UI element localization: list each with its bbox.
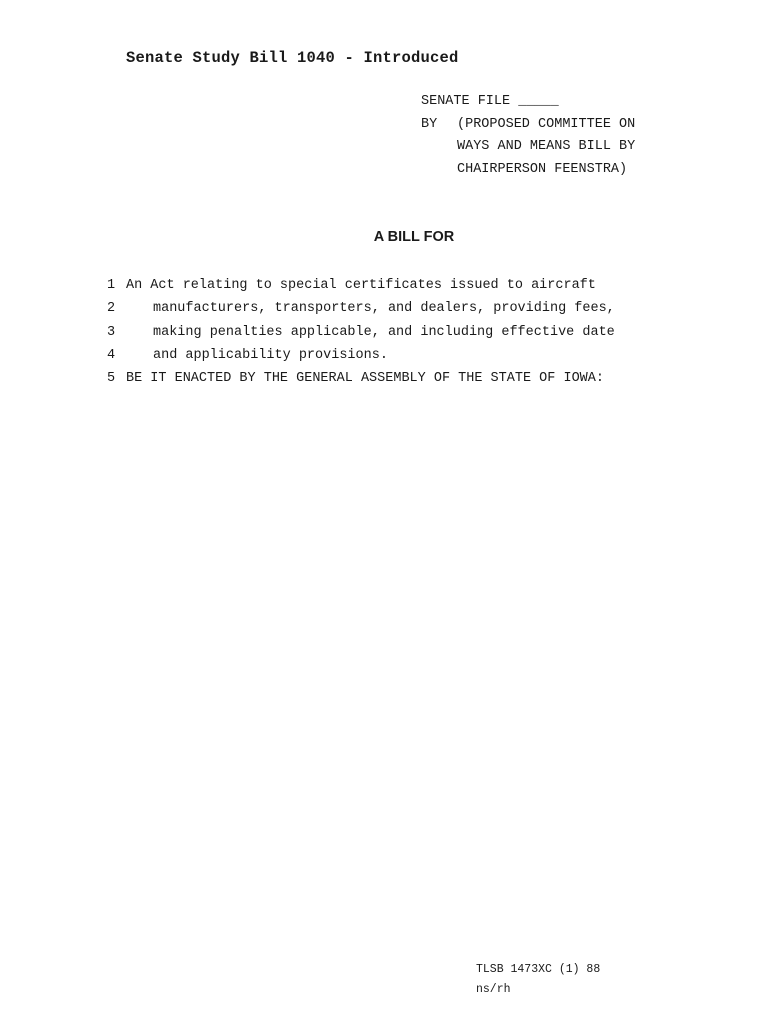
senate-file-block xyxy=(421,91,635,181)
bill-line xyxy=(107,367,615,390)
line-number: 2 xyxy=(107,301,116,317)
sponsor-row xyxy=(421,114,635,182)
sponsor-line: CHAIRPERSON FEENSTRA) xyxy=(457,161,628,177)
document-title: Senate Study Bill 1040 - Introduced xyxy=(126,49,459,67)
bill-line xyxy=(107,297,615,320)
bill-line xyxy=(107,274,615,297)
line-text: BE IT ENACTED BY THE GENERAL ASSEMBLY OF THE STATE OF IOWA: xyxy=(126,371,604,387)
sponsor-line: (PROPOSED COMMITTEE ON xyxy=(457,116,636,132)
bill-text-block xyxy=(107,274,615,390)
line-number: 5 xyxy=(107,371,116,387)
line-text: and applicability provisions. xyxy=(153,347,388,363)
line-text: An Act relating to special certificates issued to aircraft xyxy=(126,278,596,293)
sponsor-text xyxy=(457,114,635,182)
footer-code: TLSB 1473XC (1) 88 xyxy=(476,963,601,976)
line-number: 4 xyxy=(107,347,116,363)
sponsor-line: WAYS AND MEANS BILL BY xyxy=(457,139,636,154)
line-number: 1 xyxy=(107,278,116,293)
bill-for-heading: A BILL FOR xyxy=(373,229,455,245)
bill-line xyxy=(107,344,615,367)
footer-initials: ns/rh xyxy=(476,983,511,996)
line-text: manufacturers, transporters, and dealers, providing fees, xyxy=(153,301,615,317)
bill-line xyxy=(107,321,615,344)
line-text: making penalties applicable, and including effective date xyxy=(153,324,615,340)
document-footer xyxy=(476,960,600,1000)
senate-file-line: SENATE FILE _____ xyxy=(421,94,559,109)
line-number: 3 xyxy=(107,324,116,340)
by-label: BY xyxy=(421,116,438,132)
